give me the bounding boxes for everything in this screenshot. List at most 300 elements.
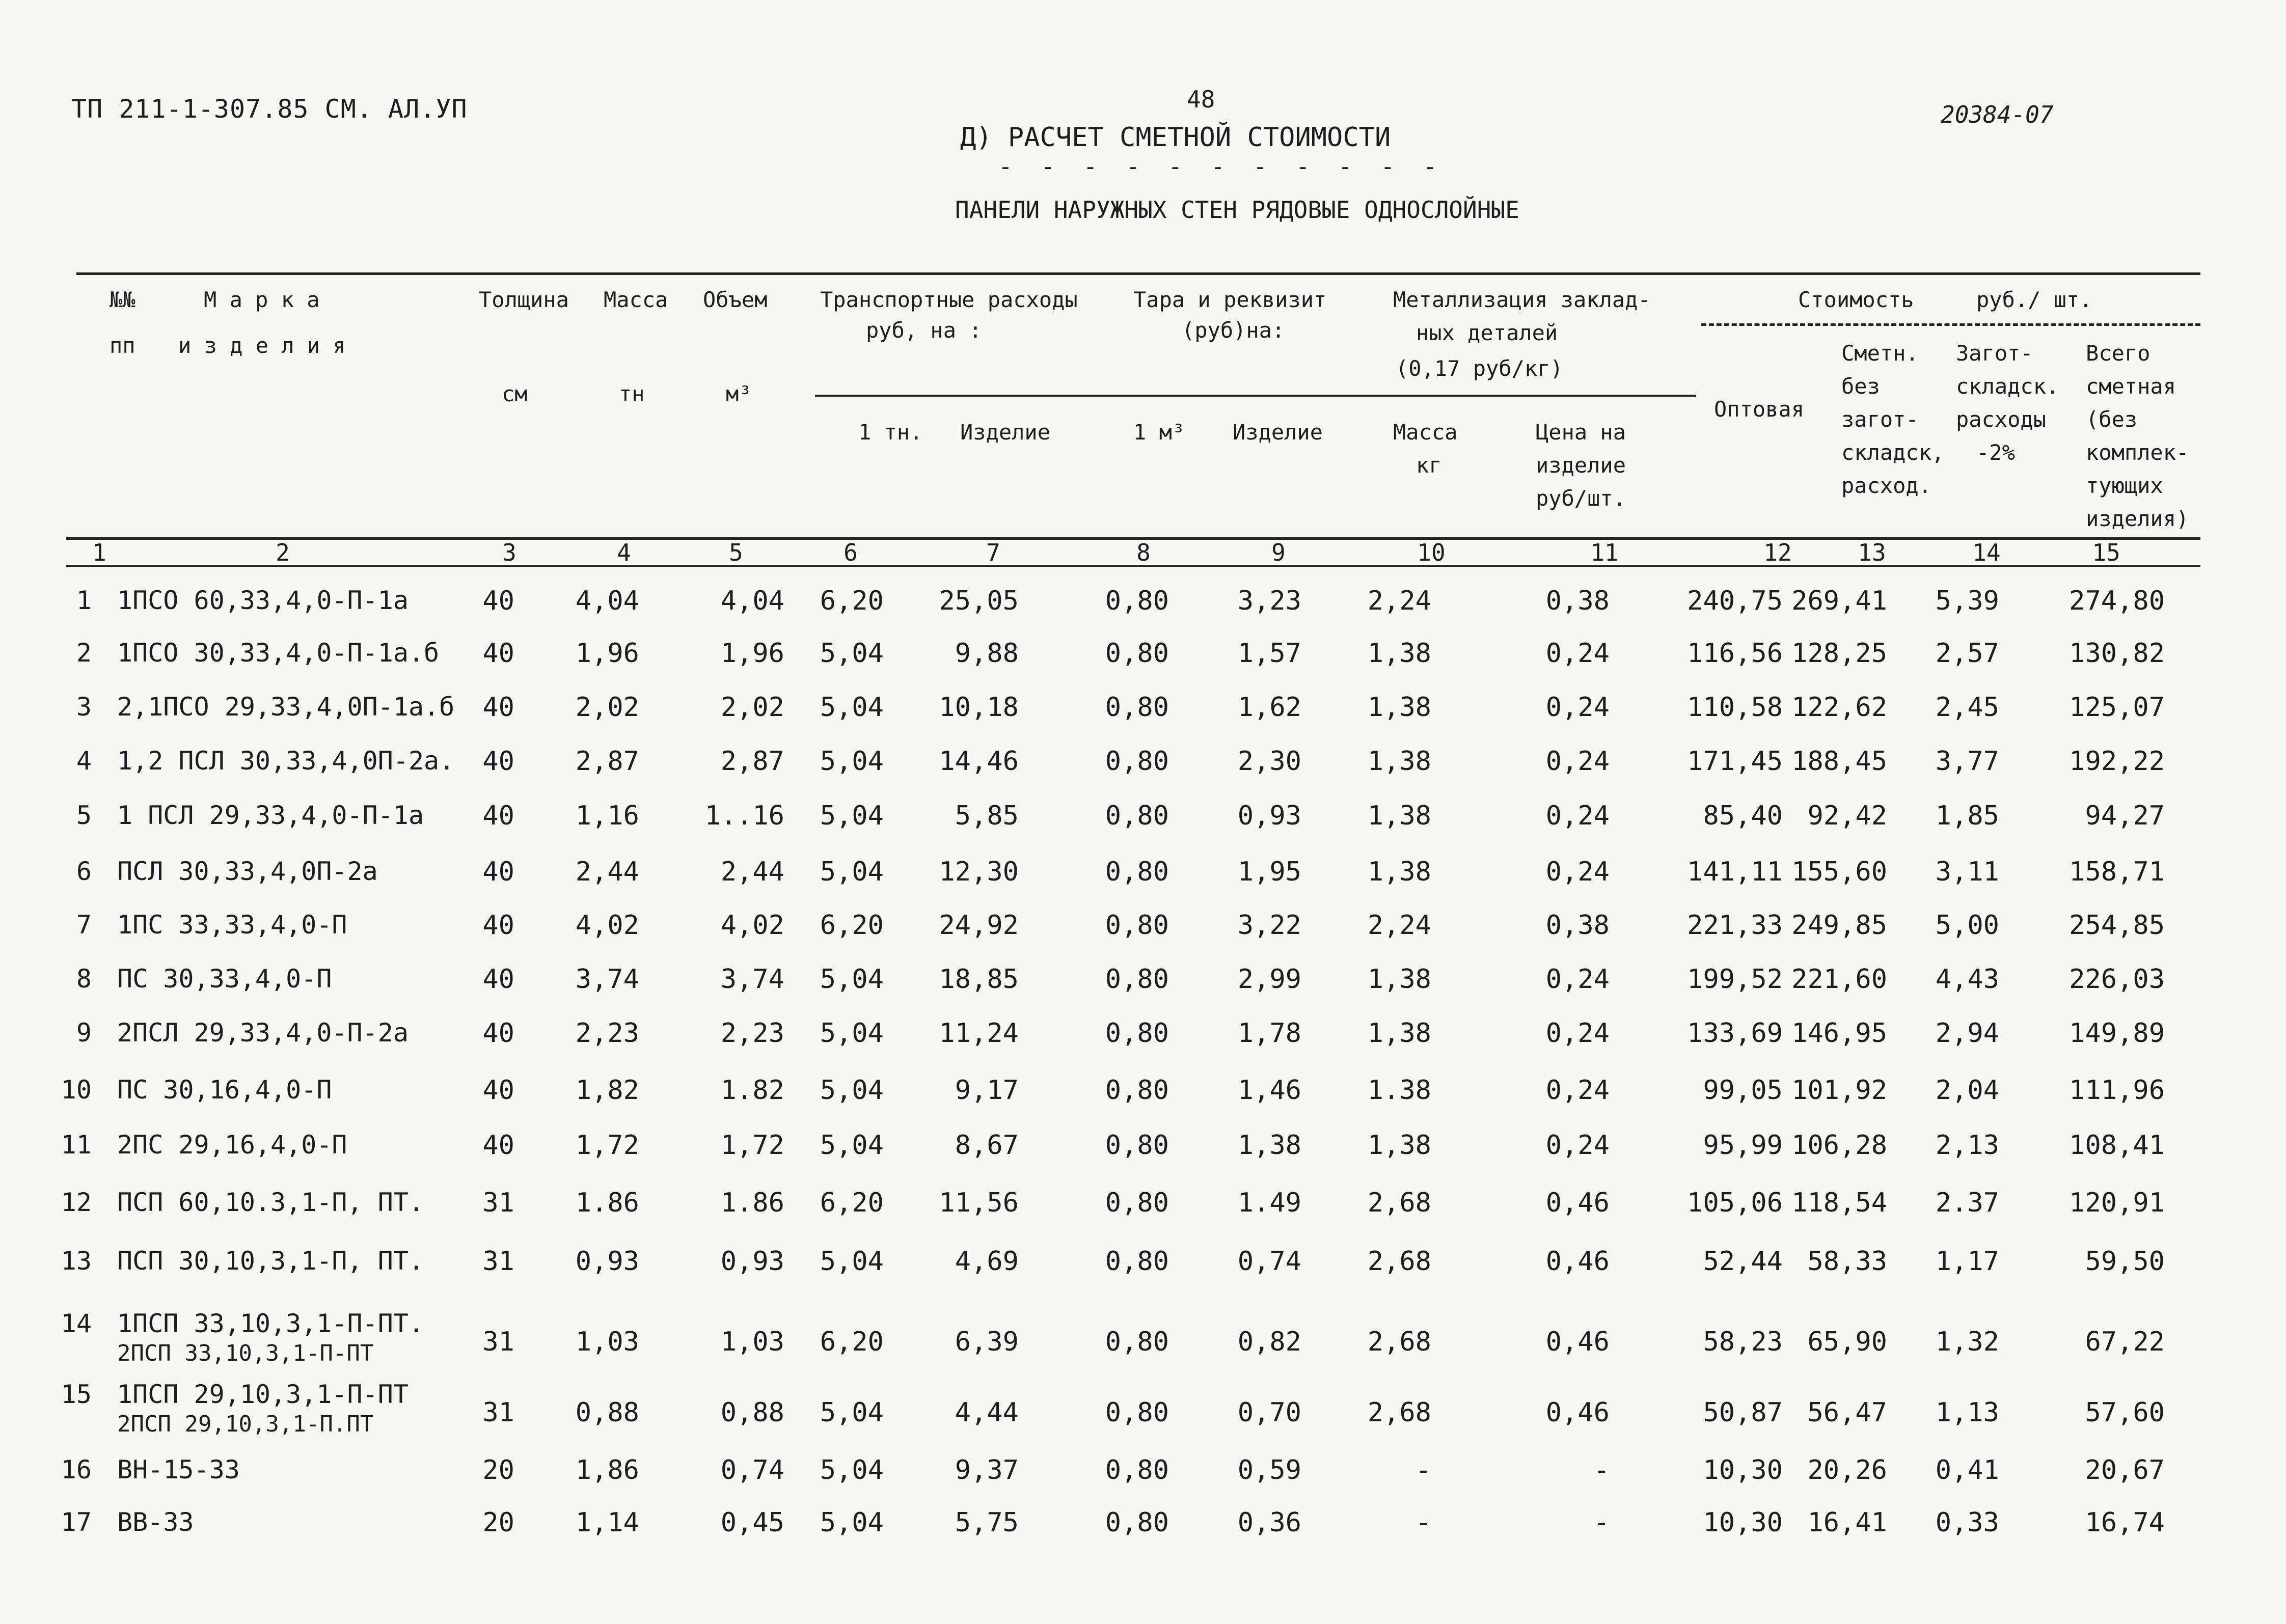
product-mark: 2ПСЛ 29,33,4,0-П-2а <box>117 1018 409 1048</box>
cell-c4: 2,87 <box>575 746 639 777</box>
product-mark: ВН-15-33 <box>117 1455 240 1484</box>
col-header-number: №№ <box>110 287 135 312</box>
cell-c11: 0,24 <box>1545 638 1610 669</box>
section-title: Д) РАСЧЕТ СМЕТНОЙ СТОИМОСТИ <box>960 122 1391 153</box>
cell-c15: 125,07 <box>2069 692 2165 723</box>
col-header-price: Цена на <box>1536 420 1626 445</box>
product-mark: ПСП 30,10,3,1-П, ПТ. <box>117 1246 424 1276</box>
cell-c12: 171,45 <box>1687 746 1783 777</box>
cell-c9: 1,95 <box>1237 857 1301 887</box>
cell-c5: 0,93 <box>720 1246 784 1277</box>
cell-c8: 0,80 <box>1105 692 1169 723</box>
col-header-metal-rate: (0,17 руб/кг) <box>1396 356 1563 381</box>
row-number: 14 <box>61 1309 92 1338</box>
cell-c9: 2,99 <box>1237 964 1301 995</box>
row-number: 7 <box>76 910 92 940</box>
col-header-mass-unit: тн <box>619 381 645 406</box>
cell-c10: - <box>1415 1507 1431 1538</box>
cell-c6: 5,04 <box>820 1397 884 1428</box>
product-mark: 1ПСП 33,10,3,1-П-ПТ. <box>117 1309 424 1338</box>
cell-c8: 0,80 <box>1105 964 1169 995</box>
table-subtitle: ПАНЕЛИ НАРУЖНЫХ СТЕН РЯДОВЫЕ ОДНОСЛОЙНЫЕ <box>955 196 1519 224</box>
cell-c10: 1.38 <box>1367 1075 1431 1106</box>
product-mark: 1ПС 33,33,4,0-П <box>117 910 347 940</box>
cell-c10: - <box>1415 1455 1431 1485</box>
cell-c11: 0,24 <box>1545 964 1610 995</box>
col-header-thickness: Толщина <box>479 287 569 312</box>
cell-c4: 1,96 <box>575 638 639 669</box>
column-number: 6 <box>843 539 858 566</box>
cell-c10: 2,24 <box>1367 586 1431 616</box>
cell-c7: 14,46 <box>939 746 1019 777</box>
cell-c5: 1,72 <box>720 1130 784 1161</box>
col-header-metal-mass-unit: кг <box>1416 453 1442 478</box>
cell-c15: 254,85 <box>2069 910 2165 941</box>
cell-c12: 199,52 <box>1687 964 1783 995</box>
col-header-cost-unit: руб./ шт. <box>1976 287 2092 312</box>
cell-c11: - <box>1593 1507 1610 1538</box>
cell-c14: 0,41 <box>1935 1455 1999 1485</box>
cell-c3: 40 <box>482 1075 514 1106</box>
cell-c4: 4,02 <box>575 910 639 941</box>
cell-c12: 110,58 <box>1687 692 1783 723</box>
cell-c6: 5,04 <box>820 1075 884 1106</box>
cell-c3: 31 <box>482 1327 514 1357</box>
col-header-volume: Объем <box>703 287 768 312</box>
col-header-per-ton: 1 тн. <box>858 420 923 445</box>
col-header-transport-item: Изделие <box>960 420 1051 445</box>
row-number: 13 <box>61 1246 92 1276</box>
cell-c4: 4,04 <box>575 586 639 616</box>
row-number: 9 <box>76 1018 92 1048</box>
col-header-tara-item: Изделие <box>1233 420 1323 445</box>
cell-c10: 1,38 <box>1367 692 1431 723</box>
cell-c8: 0,80 <box>1105 1507 1169 1538</box>
cell-c14: 3,11 <box>1935 857 1999 887</box>
col-header-estimate: Сметн. <box>1841 341 1919 366</box>
cell-c15: 226,03 <box>2069 964 2165 995</box>
cell-c10: 1,38 <box>1367 801 1431 831</box>
cell-c15: 94,27 <box>2085 801 2165 831</box>
cell-c3: 40 <box>482 692 514 723</box>
row-number: 16 <box>61 1455 92 1484</box>
cell-c8: 0,80 <box>1105 910 1169 941</box>
cell-c7: 11,24 <box>939 1018 1019 1049</box>
col-header-volume-unit: м³ <box>726 381 752 406</box>
cell-c14: 1,17 <box>1935 1246 1999 1277</box>
cell-c3: 31 <box>482 1246 514 1277</box>
col-header-mark: М а р к а <box>204 287 320 312</box>
cell-c12: 52,44 <box>1703 1246 1783 1277</box>
cell-c13: 122,62 <box>1791 692 1887 723</box>
cell-c8: 0,80 <box>1105 1130 1169 1161</box>
cell-c7: 10,18 <box>939 692 1019 723</box>
cell-c5: 2,23 <box>720 1018 784 1049</box>
cell-c6: 5,04 <box>820 638 884 669</box>
cell-c4: 3,74 <box>575 964 639 995</box>
cell-c13: 269,41 <box>1791 586 1887 616</box>
cell-c13: 221,60 <box>1791 964 1887 995</box>
cell-c11: 0,46 <box>1545 1188 1610 1218</box>
cell-c15: 108,41 <box>2069 1130 2165 1161</box>
cell-c5: 4,02 <box>720 910 784 941</box>
row-number: 2 <box>76 638 92 668</box>
col-header-total-c: (без <box>2086 407 2138 432</box>
cell-c14: 2,45 <box>1935 692 1999 723</box>
cell-c15: 20,67 <box>2085 1455 2165 1485</box>
cell-c8: 0,80 <box>1105 1188 1169 1218</box>
cell-c3: 40 <box>482 801 514 831</box>
cell-c14: 1,85 <box>1935 801 1999 831</box>
cell-c9: 1,62 <box>1237 692 1301 723</box>
product-mark: ПС 30,16,4,0-П <box>117 1075 332 1105</box>
row-number: 12 <box>61 1188 92 1217</box>
column-number: 3 <box>502 539 516 566</box>
cell-c3: 40 <box>482 638 514 669</box>
cell-c5: 2,87 <box>720 746 784 777</box>
cell-c11: 0,24 <box>1545 746 1610 777</box>
cell-c7: 6,39 <box>955 1327 1019 1357</box>
cell-c9: 2,30 <box>1237 746 1301 777</box>
cell-c6: 5,04 <box>820 1130 884 1161</box>
cell-c15: 16,74 <box>2085 1507 2165 1538</box>
cell-c9: 0,82 <box>1237 1327 1301 1357</box>
cell-c15: 149,89 <box>2069 1018 2165 1049</box>
col-header-mass: Масса <box>604 287 668 312</box>
cell-c11: 0,38 <box>1545 586 1610 616</box>
cell-c4: 2,23 <box>575 1018 639 1049</box>
col-header-total-d: комплек- <box>2086 440 2189 465</box>
cell-c4: 2,02 <box>575 692 639 723</box>
cell-c6: 5,04 <box>820 857 884 887</box>
column-number: 1 <box>92 539 106 566</box>
cell-c11: 0,24 <box>1545 1018 1610 1049</box>
cell-c4: 1,82 <box>575 1075 639 1106</box>
cell-c3: 40 <box>482 586 514 616</box>
cell-c10: 2,68 <box>1367 1397 1431 1428</box>
cell-c14: 1,13 <box>1935 1397 1999 1428</box>
cell-c11: 0,24 <box>1545 692 1610 723</box>
cell-c12: 133,69 <box>1687 1018 1783 1049</box>
col-header-total-f: изделия) <box>2086 506 2189 531</box>
cell-c5: 1,96 <box>720 638 784 669</box>
cell-c15: 130,82 <box>2069 638 2165 669</box>
cell-c4: 1.86 <box>575 1188 639 1218</box>
cell-c10: 1,38 <box>1367 638 1431 669</box>
cell-c9: 3,22 <box>1237 910 1301 941</box>
cell-c15: 59,50 <box>2085 1246 2165 1277</box>
column-number: 7 <box>986 539 1000 566</box>
cell-c12: 58,23 <box>1703 1327 1783 1357</box>
cell-c6: 5,04 <box>820 1455 884 1485</box>
product-mark: 1ПСП 29,10,3,1-П-ПТ <box>117 1380 409 1409</box>
cell-c5: 0,88 <box>720 1397 784 1428</box>
cell-c13: 155,60 <box>1791 857 1887 887</box>
cell-c4: 1,16 <box>575 801 639 831</box>
col-header-transport: Транспортные расходы <box>820 287 1078 312</box>
cell-c12: 99,05 <box>1703 1075 1783 1106</box>
cell-c4: 2,44 <box>575 857 639 887</box>
cell-c7: 18,85 <box>939 964 1019 995</box>
cell-c3: 40 <box>482 964 514 995</box>
title-underline: - - - - - - - - - - - <box>998 153 1445 180</box>
cell-c8: 0,80 <box>1105 1327 1169 1357</box>
cell-c6: 5,04 <box>820 692 884 723</box>
product-mark: ПСП 60,10.3,1-П, ПТ. <box>117 1188 424 1217</box>
cell-c8: 0,80 <box>1105 586 1169 616</box>
cell-c15: 158,71 <box>2069 857 2165 887</box>
cell-c9: 1.49 <box>1237 1188 1301 1218</box>
cell-c12: 116,56 <box>1687 638 1783 669</box>
cell-c6: 5,04 <box>820 801 884 831</box>
cell-c11: 0,24 <box>1545 1130 1610 1161</box>
cell-c7: 4,69 <box>955 1246 1019 1277</box>
cell-c7: 12,30 <box>939 857 1019 887</box>
col-header-number-sub: пп <box>110 333 135 358</box>
cell-c7: 24,92 <box>939 910 1019 941</box>
cell-c9: 1,46 <box>1237 1075 1301 1106</box>
cell-c8: 0,80 <box>1105 638 1169 669</box>
cell-c13: 58,33 <box>1807 1246 1887 1277</box>
col-header-storage-c: расходы <box>1956 407 2047 432</box>
row-number: 4 <box>76 746 92 776</box>
cell-c11: 0,46 <box>1545 1246 1610 1277</box>
cell-c6: 5,04 <box>820 964 884 995</box>
cell-c3: 40 <box>482 1018 514 1049</box>
cell-c5: 4,04 <box>720 586 784 616</box>
col-header-per-m3: 1 м³ <box>1133 420 1185 445</box>
cell-c10: 1,38 <box>1367 1130 1431 1161</box>
row-number: 17 <box>61 1507 92 1537</box>
column-number: 5 <box>729 539 743 566</box>
cell-c3: 40 <box>482 857 514 887</box>
cell-c3: 40 <box>482 746 514 777</box>
cell-c13: 101,92 <box>1791 1075 1887 1106</box>
cell-c7: 9,88 <box>955 638 1019 669</box>
cell-c15: 120,91 <box>2069 1188 2165 1218</box>
column-number: 8 <box>1136 539 1151 566</box>
col-header-metal-sub: ных деталей <box>1416 320 1558 345</box>
cell-c6: 6,20 <box>820 1327 884 1357</box>
cell-c5: 1.82 <box>720 1075 784 1106</box>
cell-c13: 188,45 <box>1791 746 1887 777</box>
cell-c5: 2,44 <box>720 857 784 887</box>
cell-c3: 31 <box>482 1188 514 1218</box>
cell-c14: 2,57 <box>1935 638 1999 669</box>
cell-c13: 106,28 <box>1791 1130 1887 1161</box>
cell-c12: 141,11 <box>1687 857 1783 887</box>
col-header-transport-sub: руб, на : <box>866 318 982 343</box>
column-number: 10 <box>1417 539 1446 566</box>
column-number: 11 <box>1590 539 1619 566</box>
cell-c13: 118,54 <box>1791 1188 1887 1218</box>
column-number: 9 <box>1271 539 1286 566</box>
column-number: 15 <box>2092 539 2120 566</box>
col-header-storage-d: -2% <box>1976 440 2015 465</box>
column-number: 4 <box>617 539 631 566</box>
cost-dashed-rule <box>1701 323 2200 326</box>
cell-c5: 1..16 <box>704 801 784 831</box>
cell-c9: 1,78 <box>1237 1018 1301 1049</box>
cell-c11: 0,38 <box>1545 910 1610 941</box>
cell-c14: 0,33 <box>1935 1507 1999 1538</box>
column-number: 2 <box>276 539 290 566</box>
cell-c14: 5,00 <box>1935 910 1999 941</box>
cell-c9: 1,57 <box>1237 638 1301 669</box>
cell-c9: 0,36 <box>1237 1507 1301 1538</box>
col-header-estimate-d: складск, <box>1841 440 1945 465</box>
cell-c5: 1,03 <box>720 1327 784 1357</box>
col-header-price-sub: изделие <box>1536 453 1626 478</box>
cell-c15: 67,22 <box>2085 1327 2165 1357</box>
col-header-tara-sub: (руб)на: <box>1182 318 1285 343</box>
page-number: 48 <box>1187 86 1215 113</box>
cell-c13: 128,25 <box>1791 638 1887 669</box>
cell-c12: 221,33 <box>1687 910 1783 941</box>
cell-c12: 105,06 <box>1687 1188 1783 1218</box>
cell-c14: 4,43 <box>1935 964 1999 995</box>
cell-c6: 5,04 <box>820 1507 884 1538</box>
cell-c8: 0,80 <box>1105 1246 1169 1277</box>
cell-c8: 0,80 <box>1105 1455 1169 1485</box>
cell-c12: 10,30 <box>1703 1455 1783 1485</box>
row-number: 6 <box>76 857 92 886</box>
cell-c14: 3,77 <box>1935 746 1999 777</box>
cell-c7: 8,67 <box>955 1130 1019 1161</box>
cell-c7: 9,37 <box>955 1455 1019 1485</box>
col-header-price-unit: руб/шт. <box>1536 486 1626 511</box>
cell-c7: 11,56 <box>939 1188 1019 1218</box>
col-header-total-e: тующих <box>2086 473 2163 498</box>
col-header-storage-b: складск. <box>1956 374 2059 399</box>
cell-c9: 0,74 <box>1237 1246 1301 1277</box>
cell-c12: 10,30 <box>1703 1507 1783 1538</box>
product-mark: 1ПСО 60,33,4,0-П-1а <box>117 586 409 615</box>
cell-c6: 6,20 <box>820 586 884 616</box>
cell-c9: 0,70 <box>1237 1397 1301 1428</box>
cell-c7: 4,44 <box>955 1397 1019 1428</box>
cell-c6: 5,04 <box>820 746 884 777</box>
col-header-estimate-e: расход. <box>1841 473 1932 498</box>
cell-c4: 1,03 <box>575 1327 639 1357</box>
cell-c6: 5,04 <box>820 1018 884 1049</box>
cell-c7: 9,17 <box>955 1075 1019 1106</box>
cell-c9: 0,93 <box>1237 801 1301 831</box>
cell-c13: 16,41 <box>1807 1507 1887 1538</box>
cell-c4: 0,93 <box>575 1246 639 1277</box>
cell-c5: 1.86 <box>720 1188 784 1218</box>
cell-c7: 5,75 <box>955 1507 1019 1538</box>
product-mark: ПСЛ 30,33,4,0П-2а <box>117 857 378 886</box>
cell-c9: 0,59 <box>1237 1455 1301 1485</box>
cell-c3: 20 <box>482 1507 514 1538</box>
cell-c3: 31 <box>482 1397 514 1428</box>
cell-c10: 2,68 <box>1367 1246 1431 1277</box>
cell-c14: 5,39 <box>1935 586 1999 616</box>
cell-c4: 1,72 <box>575 1130 639 1161</box>
cell-c12: 95,99 <box>1703 1130 1783 1161</box>
cell-c14: 1,32 <box>1935 1327 1999 1357</box>
cell-c13: 92,42 <box>1807 801 1887 831</box>
cell-c10: 1,38 <box>1367 964 1431 995</box>
cell-c13: 146,95 <box>1791 1018 1887 1049</box>
row-number: 1 <box>76 586 92 615</box>
cell-c8: 0,80 <box>1105 801 1169 831</box>
cell-c13: 65,90 <box>1807 1327 1887 1357</box>
cell-c4: 1,86 <box>575 1455 639 1485</box>
cell-c8: 0,80 <box>1105 857 1169 887</box>
cell-c3: 40 <box>482 1130 514 1161</box>
cell-c11: - <box>1593 1455 1610 1485</box>
cell-c5: 0,45 <box>720 1507 784 1538</box>
product-mark-alt: 2ПСП 29,10,3,1-П.ПТ <box>117 1411 374 1437</box>
cell-c9: 3,23 <box>1237 586 1301 616</box>
cell-c11: 0,24 <box>1545 801 1610 831</box>
product-mark: 1 ПСЛ 29,33,4,0-П-1а <box>117 801 424 830</box>
cell-c4: 1,14 <box>575 1507 639 1538</box>
column-number: 13 <box>1858 539 1886 566</box>
cell-c10: 2,24 <box>1367 910 1431 941</box>
col-header-tara: Тара и реквизит <box>1133 287 1327 312</box>
col-header-total-b: сметная <box>2086 374 2176 399</box>
col-header-estimate-c: загот- <box>1841 407 1919 432</box>
product-mark: 2,1ПСО 29,33,4,0П-1а.б <box>117 692 455 722</box>
cell-c14: 2,13 <box>1935 1130 1999 1161</box>
cell-c9: 1,38 <box>1237 1130 1301 1161</box>
cell-c14: 2,94 <box>1935 1018 1999 1049</box>
cell-c10: 2,68 <box>1367 1188 1431 1218</box>
archive-number: 20384-07 <box>1941 101 2054 128</box>
cell-c11: 0,46 <box>1545 1397 1610 1428</box>
cell-c13: 20,26 <box>1807 1455 1887 1485</box>
cell-c12: 50,87 <box>1703 1397 1783 1428</box>
cell-c7: 5,85 <box>955 801 1019 831</box>
cell-c13: 249,85 <box>1791 910 1887 941</box>
cell-c11: 0,24 <box>1545 1075 1610 1106</box>
row-number: 11 <box>61 1130 92 1160</box>
subheader-rule <box>815 395 1696 397</box>
cell-c8: 0,80 <box>1105 746 1169 777</box>
cell-c6: 5,04 <box>820 1246 884 1277</box>
cell-c10: 1,38 <box>1367 857 1431 887</box>
cell-c4: 0,88 <box>575 1397 639 1428</box>
cell-c14: 2.37 <box>1935 1188 1999 1218</box>
cell-c10: 2,68 <box>1367 1327 1431 1357</box>
cell-c11: 0,46 <box>1545 1327 1610 1357</box>
cell-c3: 20 <box>482 1455 514 1485</box>
cell-c15: 111,96 <box>2069 1075 2165 1106</box>
cell-c15: 192,22 <box>2069 746 2165 777</box>
document-code: ТП 211-1-307.85 СМ. АЛ.УП <box>71 94 468 124</box>
col-header-cost: Стоимость <box>1798 287 1914 312</box>
row-number: 8 <box>76 964 92 994</box>
cell-c10: 1,38 <box>1367 746 1431 777</box>
product-mark: ПС 30,33,4,0-П <box>117 964 332 994</box>
col-header-metal: Металлизация заклад- <box>1393 287 1651 312</box>
cell-c12: 240,75 <box>1687 586 1783 616</box>
product-mark: 2ПС 29,16,4,0-П <box>117 1130 347 1160</box>
product-mark: ВВ-33 <box>117 1507 194 1537</box>
row-number: 10 <box>61 1075 92 1105</box>
cell-c14: 2,04 <box>1935 1075 1999 1106</box>
col-header-thickness-unit: см <box>502 381 528 406</box>
cell-c12: 85,40 <box>1703 801 1783 831</box>
cell-c8: 0,80 <box>1105 1397 1169 1428</box>
cell-c15: 274,80 <box>2069 586 2165 616</box>
cell-c3: 40 <box>482 910 514 941</box>
col-header-estimate-b: без <box>1841 374 1880 399</box>
cell-c6: 6,20 <box>820 910 884 941</box>
